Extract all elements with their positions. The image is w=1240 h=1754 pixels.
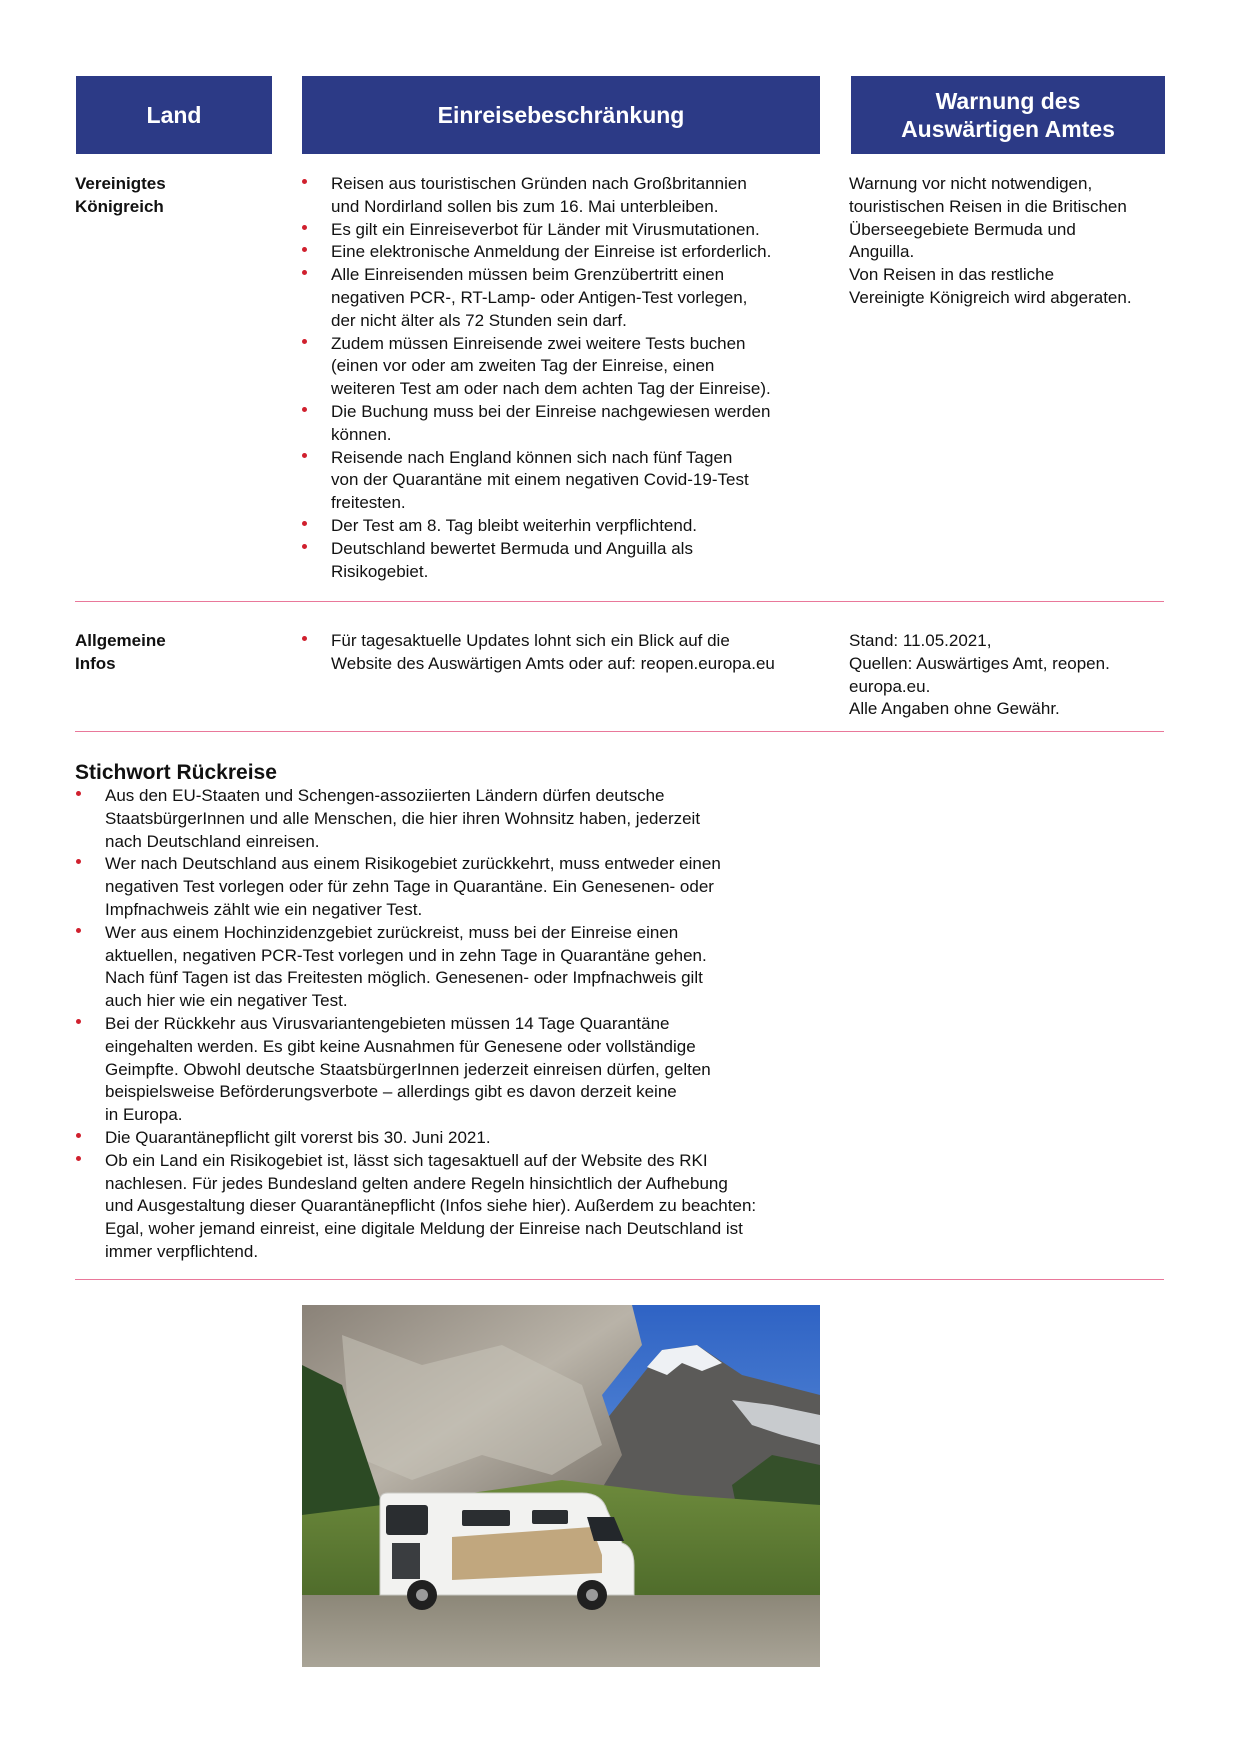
country-cell-allgemein xyxy=(75,630,166,676)
rueckreise-line: Wer nach Deutschland aus einem Risikogebiet zurückkehrt, muss entweder einen xyxy=(105,854,721,874)
warning-line: Anguilla. xyxy=(849,242,915,262)
info-line: europa.eu. xyxy=(849,676,931,696)
row-divider xyxy=(75,731,1164,732)
header-land-label: Land xyxy=(146,102,202,128)
row-divider xyxy=(75,601,1164,602)
header-warnung-label xyxy=(901,87,1115,143)
section-title-rueckreise: Stichwort Rückreise xyxy=(75,761,277,784)
rueckreise-list xyxy=(75,785,855,1264)
header-land xyxy=(76,76,272,154)
restrictions-list-uk xyxy=(301,173,841,583)
motorhome-photo xyxy=(302,1305,820,1667)
rueckreise-line: Aus den EU-Staaten und Schengen-assoziierten Ländern dürfen deutsche xyxy=(105,786,665,805)
restriction-line: Website des Auswärtigen Amts oder auf: reopen.europa.eu xyxy=(331,653,775,673)
rueckreise-body xyxy=(75,785,855,1264)
rueckreise-line: Ob ein Land ein Risikogebiet ist, lässt sich tagesaktuell auf der Website des RKI xyxy=(105,1150,708,1170)
restrictions-cell-allgemein xyxy=(301,630,841,676)
rueckreise-item xyxy=(75,1127,855,1150)
restriction-item xyxy=(301,219,841,242)
warning-line: touristischen Reisen in die Britischen xyxy=(849,196,1127,216)
warning-line: Überseegebiete Bermuda und xyxy=(849,219,1076,239)
restriction-item xyxy=(301,630,841,676)
section-divider xyxy=(75,1279,1164,1280)
rueckreise-line: Nach fünf Tagen ist das Freitesten möglich. Genesenen- oder Impfnachweis gilt xyxy=(105,968,703,988)
restrictions-list-allgemein xyxy=(301,630,841,676)
restriction-line: Zudem müssen Einreisende zwei weitere Tests buchen xyxy=(331,333,746,353)
rueckreise-line: in Europa. xyxy=(105,1105,183,1125)
restriction-line: der nicht älter als 72 Stunden sein darf. xyxy=(331,310,627,330)
warning-line: Vereinigte Königreich wird abgeraten. xyxy=(849,287,1132,307)
restriction-line: Die Buchung muss bei der Einreise nachgewiesen werden xyxy=(331,401,771,421)
restriction-item xyxy=(301,241,841,264)
header-einreise-label: Einreisebeschränkung xyxy=(437,102,685,128)
rueckreise-line: Die Quarantänepflicht gilt vorerst bis 30. Juni 2021. xyxy=(105,1127,491,1147)
info-line: Stand: 11.05.2021, xyxy=(849,631,992,650)
header-warnung-line-2: Auswärtigen Amtes xyxy=(901,116,1115,142)
rueckreise-item xyxy=(75,853,855,921)
restriction-line: Für tagesaktuelle Updates lohnt sich ein Blick auf die xyxy=(331,631,730,650)
restriction-item xyxy=(301,515,841,538)
restriction-item xyxy=(301,447,841,515)
country-line: Infos xyxy=(75,653,116,673)
country-cell-uk xyxy=(75,173,166,219)
motorhome-illustration xyxy=(302,1305,820,1667)
restriction-line: von der Quarantäne mit einem negativen Covid-19-Test xyxy=(331,470,749,490)
rueckreise-line: aktuellen, negativen PCR-Test vorlegen und in zehn Tage in Quarantäne gehen. xyxy=(105,945,707,965)
restriction-item xyxy=(301,538,841,584)
rueckreise-item xyxy=(75,1150,855,1264)
restriction-line: negativen PCR-, RT-Lamp- oder Antigen-Test vorlegen, xyxy=(331,287,748,307)
restrictions-cell-uk xyxy=(301,173,841,583)
country-line: Vereinigtes xyxy=(75,174,166,193)
warning-cell-uk xyxy=(849,173,1169,310)
restriction-line: Eine elektronische Anmeldung der Einreise ist erforderlich. xyxy=(331,242,772,262)
restriction-line: weiteren Test am oder nach dem achten Tag der Einreise). xyxy=(331,379,771,399)
restriction-line: Deutschland bewertet Bermuda und Anguilla als xyxy=(331,538,693,558)
motorhome xyxy=(380,1493,634,1610)
restriction-item xyxy=(301,333,841,401)
rueckreise-line: Egal, woher jemand einreist, eine digitale Meldung der Einreise nach Deutschland ist xyxy=(105,1219,743,1239)
info-line: Quellen: Auswärtiges Amt, reopen. xyxy=(849,653,1110,673)
restriction-line: können. xyxy=(331,424,392,444)
info-line: Alle Angaben ohne Gewähr. xyxy=(849,699,1060,719)
rueckreise-item xyxy=(75,1013,855,1127)
rueckreise-line: Impfnachweis zählt wie ein negativer Test. xyxy=(105,899,423,919)
header-warnung-line-1: Warnung des xyxy=(935,88,1081,114)
rueckreise-item xyxy=(75,922,855,1013)
info-cell-stand xyxy=(849,630,1169,721)
restriction-line: Es gilt ein Einreiseverbot für Länder mit Virusmutationen. xyxy=(331,219,760,239)
rueckreise-line: immer verpflichtend. xyxy=(105,1241,259,1261)
rueckreise-line: Geimpfte. Obwohl deutsche StaatsbürgerInnen jederzeit einreisen dürfen, gelten xyxy=(105,1059,711,1079)
restriction-line: Reisende nach England können sich nach fünf Tagen xyxy=(331,447,733,467)
restriction-line: freitesten. xyxy=(331,493,406,513)
restriction-item xyxy=(301,173,841,219)
restriction-line: Alle Einreisenden müssen beim Grenzübertritt einen xyxy=(331,265,725,285)
restriction-line: Reisen aus touristischen Gründen nach Großbritannien xyxy=(331,174,747,193)
rueckreise-item xyxy=(75,785,855,853)
rueckreise-line: auch hier wie ein negativer Test. xyxy=(105,991,348,1011)
restriction-line: Risikogebiet. xyxy=(331,561,429,581)
gravel-ground xyxy=(302,1595,820,1667)
rueckreise-line: eingehalten werden. Es gibt keine Ausnahmen für Genesene oder vollständige xyxy=(105,1036,696,1056)
country-line: Königreich xyxy=(75,196,164,216)
rueckreise-line: Wer aus einem Hochinzidenzgebiet zurückreist, muss bei der Einreise einen xyxy=(105,922,679,942)
rueckreise-line: beispielsweise Beförderungsverbote – allerdings gibt es davon derzeit keine xyxy=(105,1082,677,1102)
restriction-item xyxy=(301,401,841,447)
restriction-line: (einen vor oder am zweiten Tag der Einreise, einen xyxy=(331,356,715,376)
header-einreisebeschraenkung xyxy=(302,76,820,154)
header-warnung xyxy=(851,76,1165,154)
restriction-item xyxy=(301,264,841,332)
rueckreise-line: StaatsbürgerInnen und alle Menschen, die hier ihren Wohnsitz haben, jederzeit xyxy=(105,808,701,828)
warning-line: Warnung vor nicht notwendigen, xyxy=(849,174,1093,193)
rueckreise-line: negativen Test vorlegen oder für zehn Tage in Quarantäne. Ein Genesenen- oder xyxy=(105,877,714,897)
rueckreise-line: und Ausgestaltung dieser Quarantänepflicht (Infos siehe hier). Außerdem zu beachten: xyxy=(105,1196,757,1216)
rueckreise-line: Bei der Rückkehr aus Virusvariantengebieten müssen 14 Tage Quarantäne xyxy=(105,1013,670,1033)
restriction-line: Der Test am 8. Tag bleibt weiterhin verpflichtend. xyxy=(331,515,698,535)
rueckreise-line: nachlesen. Für jedes Bundesland gelten andere Regeln hinsichtlich der Aufhebung xyxy=(105,1173,728,1193)
country-line: Allgemeine xyxy=(75,631,166,650)
warning-line: Von Reisen in das restliche xyxy=(849,265,1055,285)
restriction-line: und Nordirland sollen bis zum 16. Mai unterbleiben. xyxy=(331,196,719,216)
rueckreise-line: nach Deutschland einreisen. xyxy=(105,831,320,851)
